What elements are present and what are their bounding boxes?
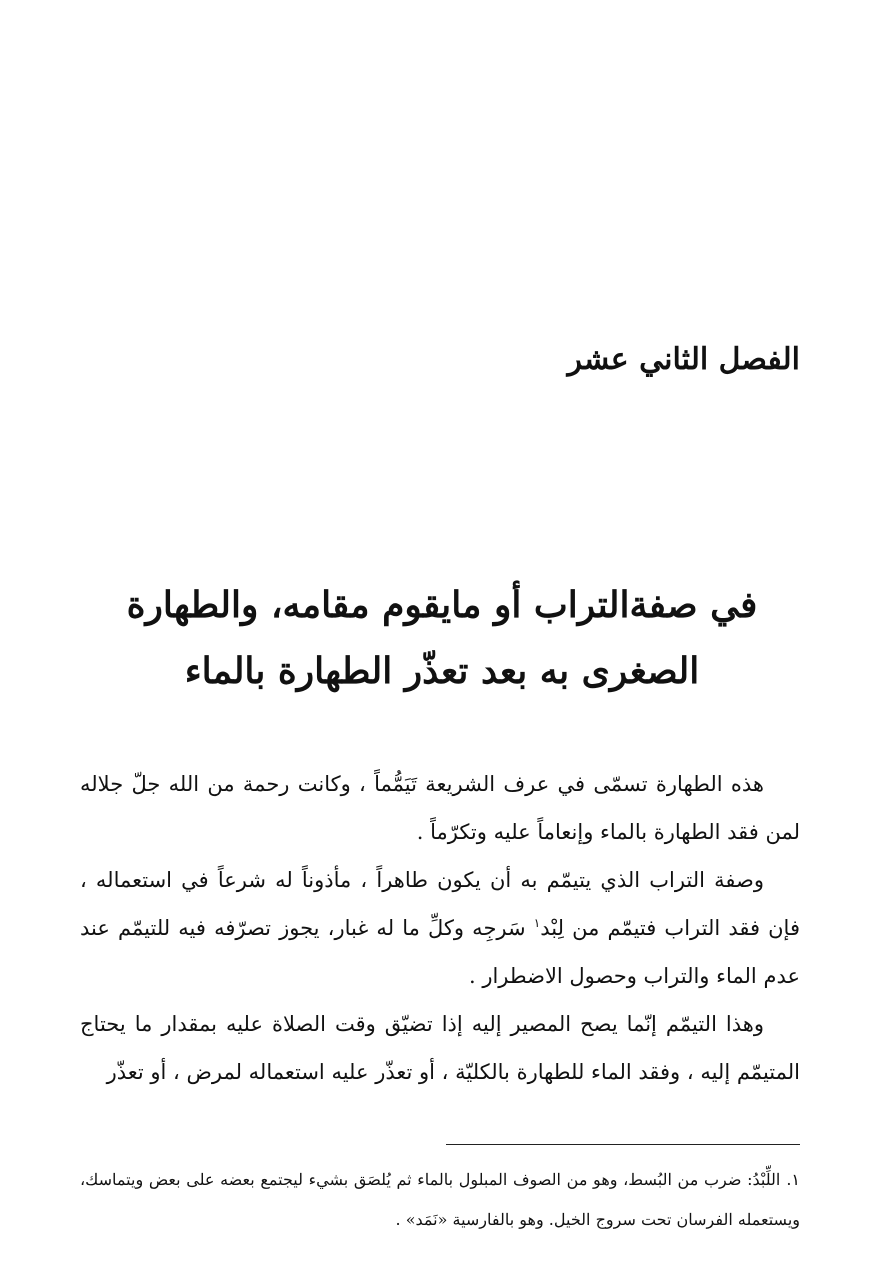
footnote-number: ١. — [786, 1170, 800, 1189]
chapter-label: الفصل الثاني عشر — [567, 342, 800, 377]
paragraph-1-line-2: لمن فقد الطهارة بالماء وإنعاماً عليه وتكرّماً . — [416, 820, 800, 844]
footnote-divider — [446, 1144, 800, 1145]
chapter-title — [110, 572, 774, 704]
paragraph-1-line-1: هذه الطهارة تسمّى في عرف الشريعة تَيَمُّماً ، وكانت رحمة من الله جلّ جلاله — [80, 772, 764, 796]
paragraph-2-part-1: وصفة التراب الذي يتيمّم به أن يكون طاهراً ، مأذوناً له شرعاً في استعماله ، فإن فقد التراب فتيمّم من لِبْد — [80, 868, 800, 940]
paragraph-2 — [80, 856, 800, 1000]
body-text — [80, 760, 800, 1096]
paragraph-3: وهذا التيمّم إنّما يصح المصير إليه إذا تضيّق وقت الصلاة عليه بمقدار ما يحتاج المتيمّم إليه ، وفقد الماء للطهارة بالكليّة ، أو تعذّر عليه استعماله لمرض ، أو تعذّر — [80, 1012, 800, 1084]
footnote — [80, 1160, 800, 1240]
footnote-text: اللِّبْدُ: ضرب من البُسط، وهو من الصوف المبلول بالماء ثم يُلصَق بشيء ليجتمع بعضه على بعض ويتماسك، ويستعمله الفرسان تحت سروج الخيل. وهو بالفارسية «نَمَد» . — [80, 1170, 800, 1229]
paragraph-1 — [80, 760, 800, 856]
footnote-reference[interactable]: ١ — [533, 916, 541, 930]
paragraph-2-part-2: سَرجِه وكلِّ ما له غبار، يجوز تصرّفه فيه للتيمّم عند عدم الماء والتراب وحصول الاضطرار . — [80, 916, 800, 988]
chapter-title-line-1: في صفةالتراب أو مايقوم مقامه، والطهارة — [126, 584, 758, 626]
chapter-title-line-2: الصغرى به بعد تعذّر الطهارة بالماء — [184, 650, 700, 692]
